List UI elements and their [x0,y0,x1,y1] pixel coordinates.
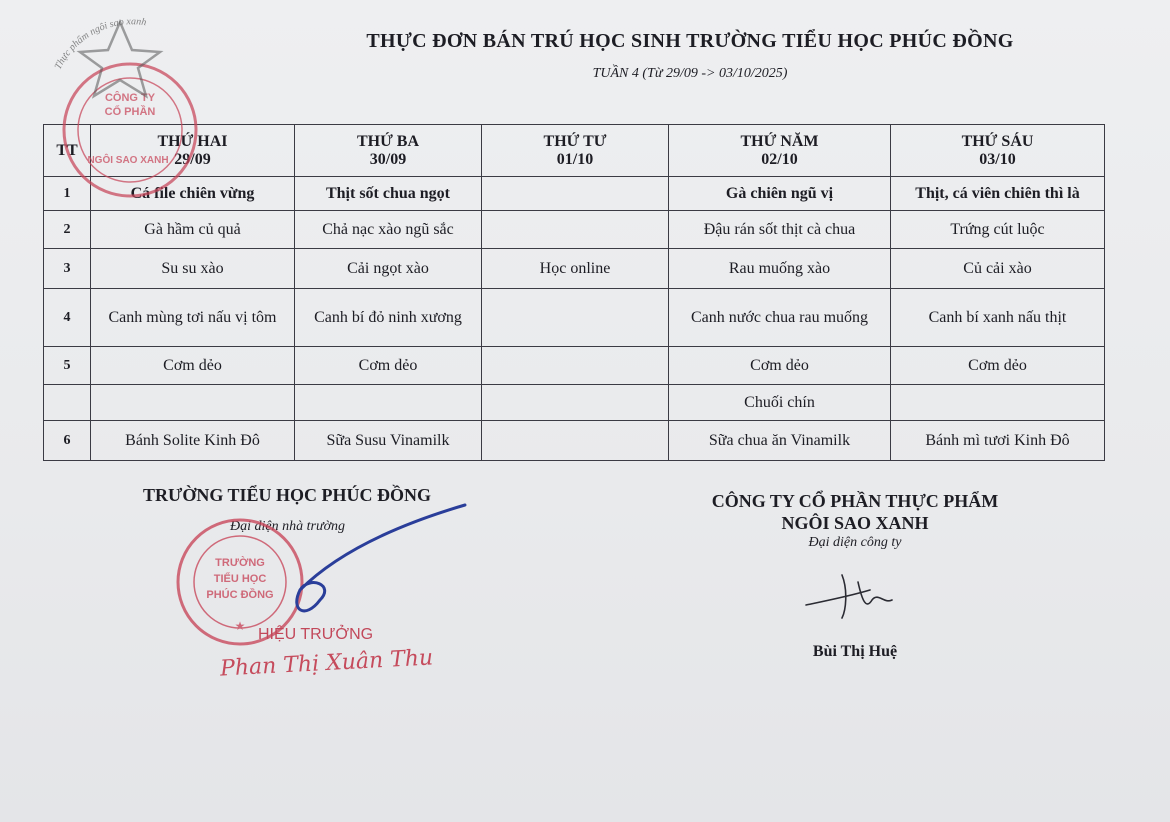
menu-cell: Cơm dẻo [295,347,482,385]
menu-cell [482,177,669,211]
school-stamp-line1: TRƯỜNG [215,557,265,569]
menu-cell [482,289,669,347]
header-thu-sau: THỨ SÁU 03/10 [891,125,1105,177]
header-thu-tu: THỨ TƯ 01/10 [482,125,669,177]
document-subtitle: TUẦN 4 (Từ 29/09 -> 03/10/2025) [592,66,788,81]
school-org-name: TRƯỜNG TIỂU HỌC PHÚC ĐỒNG [143,485,432,505]
menu-cell: Canh nước chua rau muống [669,289,891,347]
table-row [44,421,1105,461]
row-number [44,385,91,421]
menu-cell: Thịt, cá viên chiên thì là [891,177,1105,211]
menu-cell: Su su xào [91,249,295,289]
menu-cell: Canh bí đỏ ninh xương [295,289,482,347]
table-row [44,347,1105,385]
company-stamp-ring: Thực phẩm ngôi sao xanh [52,16,148,72]
table-header-row [44,125,1105,177]
school-stamp-line3: PHÚC ĐỒNG [206,589,274,601]
menu-cell: Sữa Susu Vinamilk [295,421,482,461]
menu-cell [482,211,669,249]
menu-cell: Chuối chín [669,385,891,421]
principal-title: HIỆU TRƯỞNG [258,626,374,643]
menu-cell: Bánh Solite Kinh Đô [91,421,295,461]
company-org-name: CÔNG TY CỔ PHẦN THỰC PHẨM NGÔI SAO XANH [711,491,999,533]
menu-cell: Gà chiên ngũ vị [669,177,891,211]
company-stamp-line1: CÔNG TY [104,92,156,104]
table-row [44,289,1105,347]
menu-cell [482,421,669,461]
row-number: 1 [44,177,91,211]
header-thu-hai: THỨ HAI 29/09 [91,125,295,177]
menu-cell: Chả nạc xào ngũ sắc [295,211,482,249]
menu-cell: Gà hầm củ quả [91,211,295,249]
table-row [44,211,1105,249]
menu-cell: Canh mùng tơi nấu vị tôm [91,289,295,347]
menu-cell: Học online [482,249,669,289]
school-representative-label: Đại diện nhà trường [230,519,346,534]
menu-cell: Cá file chiên vừng [91,177,295,211]
menu-cell: Rau muống xào [669,249,891,289]
menu-cell: Bánh mì tươi Kinh Đô [891,421,1105,461]
menu-cell: Cơm dẻo [91,347,295,385]
company-stamp-line2: CỔ PHẦN [104,106,156,118]
header-thu-ba: THỨ BA 30/09 [295,125,482,177]
menu-cell [295,385,482,421]
menu-cell: Trứng cút luộc [891,211,1105,249]
header-tt: TT [44,125,91,177]
menu-cell: Củ cải xào [891,249,1105,289]
menu-cell: Cải ngọt xào [295,249,482,289]
table-row [44,249,1105,289]
school-stamp-line2: TIỂU HỌC [213,573,267,585]
menu-cell [91,385,295,421]
menu-cell: Cơm dẻo [891,347,1105,385]
row-number: 5 [44,347,91,385]
document-title: THỰC ĐƠN BÁN TRÚ HỌC SINH TRƯỜNG TIỂU HỌC PHÚC ĐỒNG [366,30,1014,52]
table-row [44,177,1105,211]
row-number: 6 [44,421,91,461]
company-representative-name: Bùi Thị Huệ [812,643,898,660]
row-number: 2 [44,211,91,249]
menu-cell: Canh bí xanh nấu thịt [891,289,1105,347]
svg-text:★: ★ [234,619,246,633]
menu-cell [482,385,669,421]
row-number: 4 [44,289,91,347]
company-representative-label: Đại diện công ty [808,535,902,550]
principal-name: Phan Thị Xuân Thu [219,645,434,682]
menu-cell [891,385,1105,421]
table-row [44,385,1105,421]
company-stamp-line3: NGÔI SAO XANH [87,155,169,166]
header-thu-nam: THỨ NĂM 02/10 [669,125,891,177]
menu-cell [482,347,669,385]
menu-cell: Sữa chua ăn Vinamilk [669,421,891,461]
menu-cell: Thịt sốt chua ngọt [295,177,482,211]
menu-cell: Đậu rán sốt thịt cà chua [669,211,891,249]
menu-table [43,124,1105,461]
row-number: 3 [44,249,91,289]
menu-cell: Cơm dẻo [669,347,891,385]
